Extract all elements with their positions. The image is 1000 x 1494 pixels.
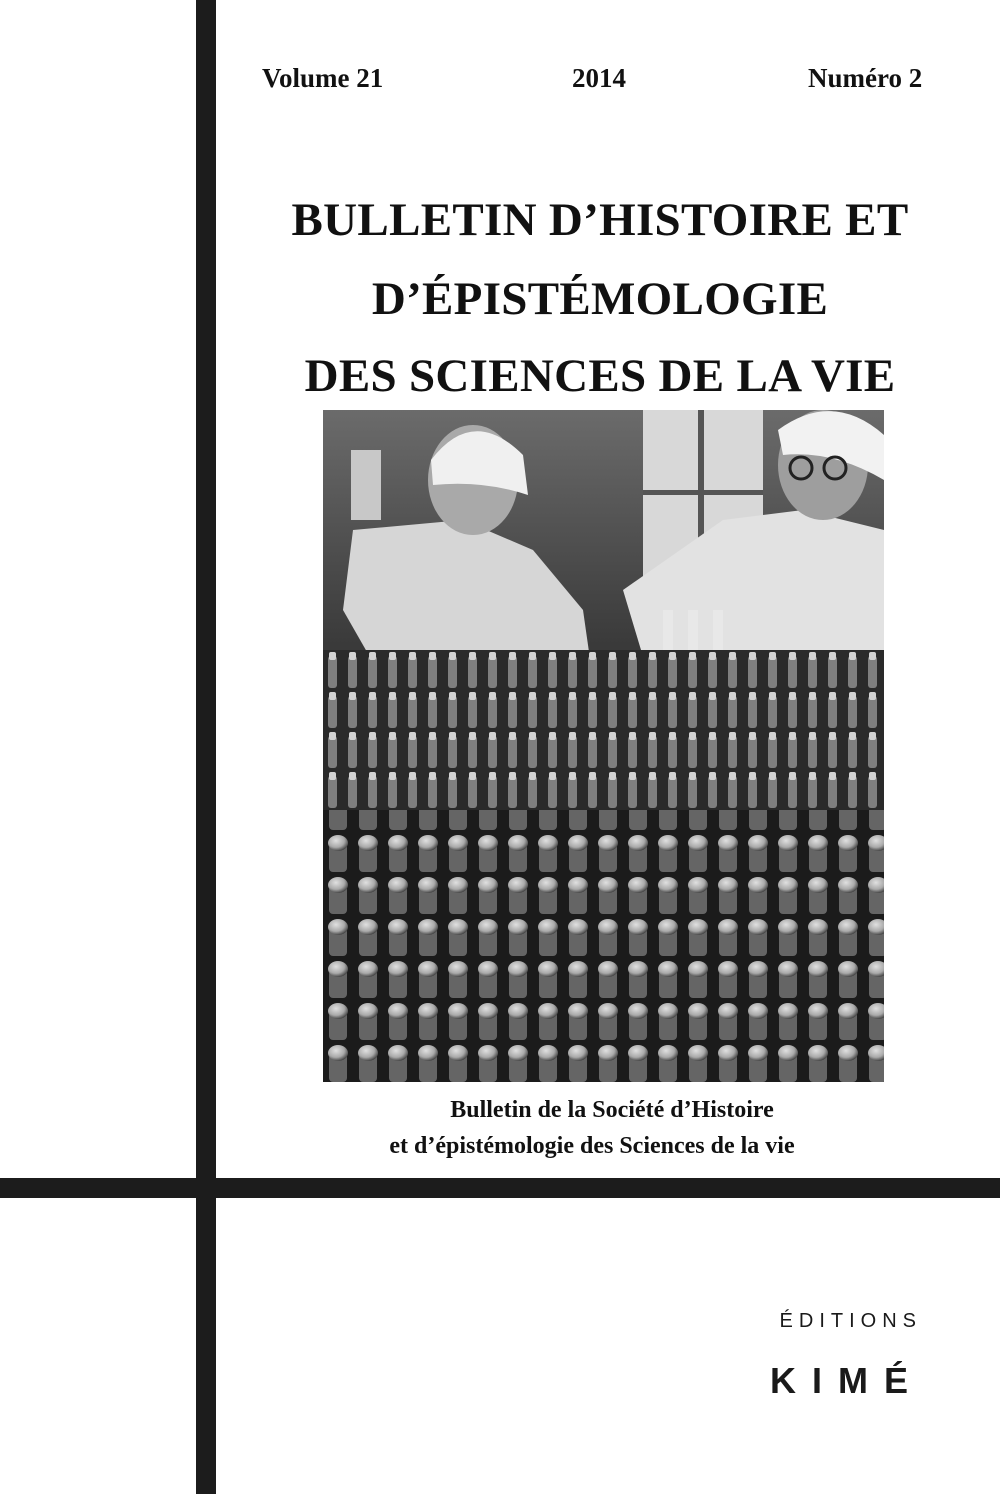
publisher-editions: ÉDITIONS — [779, 1310, 922, 1332]
title-line-2: D’ÉPISTÉMOLOGIE — [371, 273, 829, 325]
vertical-rule — [196, 0, 216, 1494]
volume-label: Volume 21 — [262, 63, 384, 93]
publisher-kime-logo: KIMÉ — [770, 1360, 924, 1401]
title-line-1: BULLETIN D’HISTOIRE ET — [291, 194, 909, 246]
title-line-3: DES SCIENCES DE LA VIE — [304, 350, 896, 402]
subtitle-line-2: et d’épistémologie des Sciences de la vie — [389, 1133, 795, 1159]
subtitle-line-1: Bulletin de la Société d’Histoire — [450, 1097, 774, 1123]
cover-photo — [323, 410, 884, 1082]
year-label: 2014 — [572, 63, 626, 93]
horizontal-rule — [0, 1178, 1000, 1198]
issue-label: Numéro 2 — [808, 63, 923, 93]
